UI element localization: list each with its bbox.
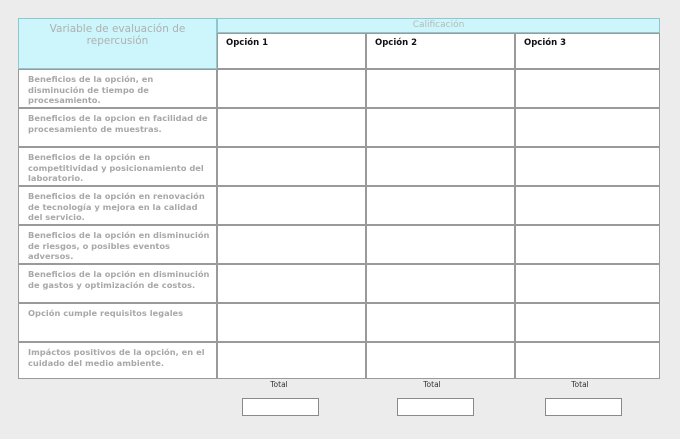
- score-cell-opcion-3[interactable]: [515, 303, 660, 342]
- criterion-text: Beneficios de la opción en disminución de riesgos, o posibles eventos adversos.: [28, 230, 210, 261]
- score-cell-opcion-1[interactable]: [217, 108, 366, 147]
- option-header-label: Opción 3: [524, 38, 567, 48]
- criterion-row-label: [18, 303, 217, 342]
- criterion-text: Beneficios de la opción, en disminución de tiempo de procesamiento.: [28, 74, 154, 105]
- score-cell-opcion-2[interactable]: [366, 342, 515, 379]
- variable-header: [18, 18, 217, 69]
- option-header-2: [366, 33, 515, 69]
- score-cell-opcion-3[interactable]: [515, 186, 660, 225]
- option-header-1: [217, 33, 366, 69]
- criterion-row-label: [18, 186, 217, 225]
- score-cell-opcion-1[interactable]: [217, 147, 366, 186]
- score-cell-opcion-2[interactable]: [366, 303, 515, 342]
- score-cell-opcion-2[interactable]: [366, 147, 515, 186]
- score-cell-opcion-3[interactable]: [515, 69, 660, 108]
- total-label-opcion-1: Total: [270, 380, 288, 389]
- score-cell-opcion-1[interactable]: [217, 303, 366, 342]
- criterion-row-label: [18, 147, 217, 186]
- calificacion-header: [217, 18, 660, 33]
- criterion-row-label: [18, 264, 217, 303]
- total-label-opcion-2: Total: [423, 380, 441, 389]
- calificacion-header-label: Calificación: [412, 20, 465, 30]
- criterion-text: Beneficios de la opcion en facilidad de procesamiento de muestras.: [28, 113, 208, 134]
- criterion-text: Beneficios de la opción en renovación de tecnología y mejora en la calidad del servicio.: [28, 191, 205, 222]
- score-cell-opcion-2[interactable]: [366, 186, 515, 225]
- score-cell-opcion-2[interactable]: [366, 264, 515, 303]
- score-cell-opcion-1[interactable]: [217, 69, 366, 108]
- total-field-opcion-3[interactable]: [545, 398, 622, 416]
- criterion-row-label: [18, 108, 217, 147]
- variable-header-label: Variable de evaluación de repercusión: [49, 23, 186, 47]
- criterion-text: Impáctos positivos de la opción, en el cuidado del medio ambiente.: [28, 347, 205, 368]
- option-header-label: Opción 2: [375, 38, 418, 48]
- criterion-text: Opción cumple requisitos legales: [28, 308, 184, 318]
- total-field-opcion-2[interactable]: [397, 398, 474, 416]
- score-cell-opcion-1[interactable]: [217, 264, 366, 303]
- score-cell-opcion-2[interactable]: [366, 225, 515, 264]
- score-cell-opcion-2[interactable]: [366, 69, 515, 108]
- score-cell-opcion-3[interactable]: [515, 147, 660, 186]
- total-field-opcion-1[interactable]: [242, 398, 319, 416]
- total-label-opcion-3: Total: [571, 380, 589, 389]
- criterion-text: Beneficios de la opción en competitividad y posicionamiento del laboratorio.: [28, 152, 204, 183]
- score-cell-opcion-3[interactable]: [515, 264, 660, 303]
- score-cell-opcion-1[interactable]: [217, 186, 366, 225]
- criterion-text: Beneficios de la opción en disminución de gastos y optimización de costos.: [28, 269, 210, 290]
- criterion-row-label: [18, 69, 217, 108]
- score-cell-opcion-2[interactable]: [366, 108, 515, 147]
- score-cell-opcion-3[interactable]: [515, 342, 660, 379]
- option-header-3: [515, 33, 660, 69]
- score-cell-opcion-3[interactable]: [515, 108, 660, 147]
- score-cell-opcion-1[interactable]: [217, 225, 366, 264]
- option-header-label: Opción 1: [226, 38, 269, 48]
- score-cell-opcion-3[interactable]: [515, 225, 660, 264]
- criterion-row-label: [18, 342, 217, 379]
- criterion-row-label: [18, 225, 217, 264]
- score-cell-opcion-1[interactable]: [217, 342, 366, 379]
